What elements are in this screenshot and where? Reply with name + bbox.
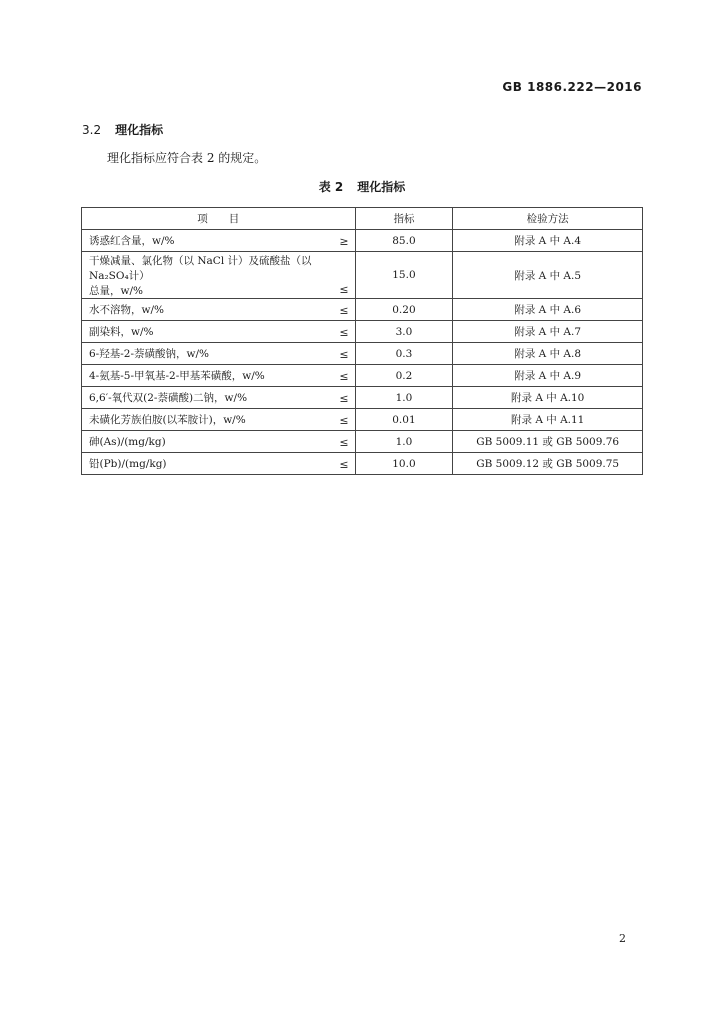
value-cell: 0.2: [355, 365, 453, 387]
method-cell: 附录 A 中 A.8: [453, 343, 643, 365]
item-text: 水不溶物，w/%: [89, 304, 165, 316]
item-cell: [82, 230, 356, 252]
header-item: 项 目: [82, 208, 356, 230]
comparison-symbol: ≤: [339, 392, 349, 405]
comparison-symbol: ≤: [339, 326, 349, 339]
item-cell: [82, 252, 356, 299]
header-value: 指标: [355, 208, 453, 230]
table-row: [82, 230, 643, 252]
page-number: 2: [619, 932, 626, 945]
comparison-symbol: ≤: [339, 282, 349, 296]
table-row: [82, 431, 643, 453]
item-text: 诱惑红含量，w/%: [89, 235, 175, 247]
item-cell: [82, 387, 356, 409]
comparison-symbol: ≤: [339, 348, 349, 361]
value-cell: 1.0: [355, 387, 453, 409]
standard-code: GB 1886.222—2016: [502, 80, 642, 94]
table-row: [82, 252, 643, 299]
table-row: [82, 453, 643, 475]
comparison-symbol: ≤: [339, 414, 349, 427]
item-text: 6,6′-氧代双(2-萘磺酸)二钠，w/%: [89, 392, 248, 404]
section-intro: 理化指标应符合表 2 的规定。: [107, 151, 267, 165]
method-cell: 附录 A 中 A.6: [453, 299, 643, 321]
item-text: 铅(Pb)/(mg/kg): [89, 458, 167, 470]
section-number: 3.2: [82, 123, 102, 137]
item-cell: [82, 409, 356, 431]
item-text: 副染料，w/%: [89, 326, 154, 338]
item-cell: [82, 453, 356, 475]
value-cell: 0.01: [355, 409, 453, 431]
value-cell: 3.0: [355, 321, 453, 343]
method-cell: GB 5009.12 或 GB 5009.75: [453, 453, 643, 475]
item-text: 砷(As)/(mg/kg): [89, 436, 166, 448]
comparison-symbol: ≤: [339, 458, 349, 471]
method-cell: 附录 A 中 A.9: [453, 365, 643, 387]
table-row: [82, 365, 643, 387]
method-cell: 附录 A 中 A.11: [453, 409, 643, 431]
item-cell: [82, 365, 356, 387]
item-text: 6-羟基-2-萘磺酸钠，w/%: [89, 348, 210, 360]
value-cell: 85.0: [355, 230, 453, 252]
value-cell: 0.20: [355, 299, 453, 321]
value-cell: 10.0: [355, 453, 453, 475]
item-cell: [82, 431, 356, 453]
item-cell: [82, 299, 356, 321]
item-text-line2: 总量，w/%: [89, 284, 144, 297]
method-cell: 附录 A 中 A.10: [453, 387, 643, 409]
item-text: 未磺化芳族伯胺(以苯胺计)，w/%: [89, 414, 246, 426]
table-caption: [0, 178, 724, 195]
comparison-symbol: ≥: [339, 235, 349, 248]
value-cell: 0.3: [355, 343, 453, 365]
method-cell: GB 5009.11 或 GB 5009.76: [453, 431, 643, 453]
table-number: 表 2: [318, 180, 344, 194]
value-cell: 1.0: [355, 431, 453, 453]
item-text-line1: 干燥减量、氯化物（以 NaCl 计）及硫酸盐（以 Na₂SO₄计）: [89, 254, 312, 282]
header-method: 检验方法: [453, 208, 643, 230]
item-cell: [82, 343, 356, 365]
section-title: 理化指标: [115, 123, 164, 137]
table-row: [82, 409, 643, 431]
table-row: [82, 343, 643, 365]
item-text: 4-氨基-5-甲氧基-2-甲基苯磺酸，w/%: [89, 370, 265, 382]
spec-table: [81, 207, 643, 475]
table-row: [82, 299, 643, 321]
method-cell: 附录 A 中 A.5: [453, 252, 643, 299]
table-row: [82, 387, 643, 409]
method-cell: 附录 A 中 A.7: [453, 321, 643, 343]
comparison-symbol: ≤: [339, 370, 349, 383]
section-heading: [82, 121, 163, 138]
method-cell: 附录 A 中 A.4: [453, 230, 643, 252]
item-cell: [82, 321, 356, 343]
table-row: [82, 321, 643, 343]
value-cell: 15.0: [355, 252, 453, 299]
comparison-symbol: ≤: [339, 436, 349, 449]
comparison-symbol: ≤: [339, 304, 349, 317]
table-header-row: [82, 208, 643, 230]
table-title: 理化指标: [357, 180, 406, 194]
